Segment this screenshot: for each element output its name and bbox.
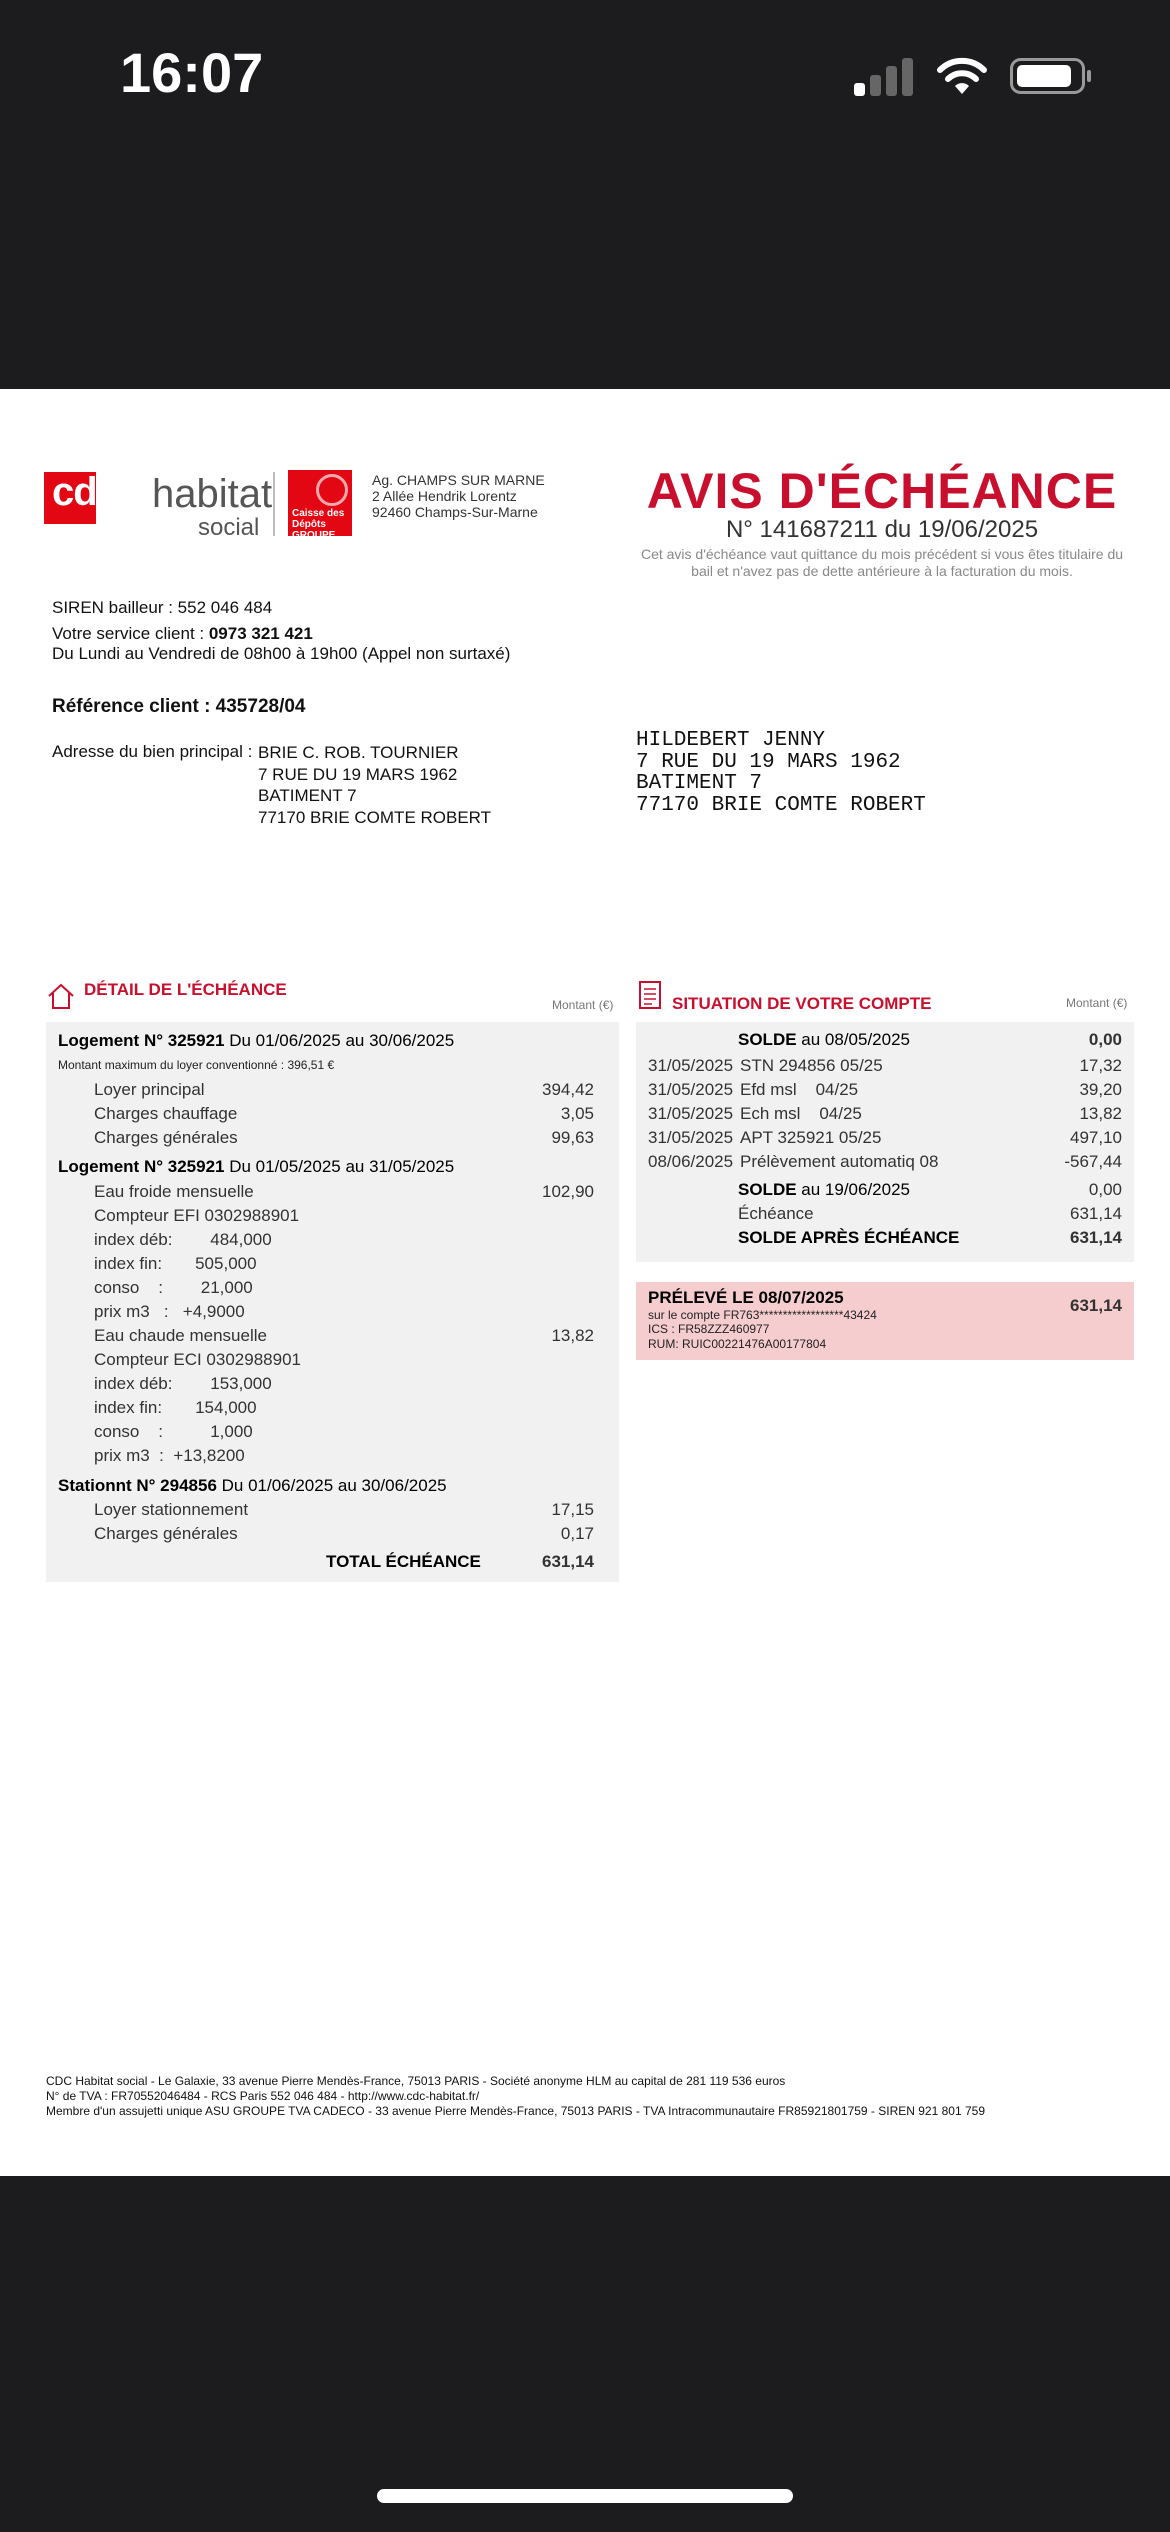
- situation-line-label: Efd msl 04/25: [740, 1080, 859, 1099]
- agency-street: 2 Allée Hendrik Lorentz: [372, 488, 517, 504]
- document-number: N° 141687211 du 19/06/2025: [725, 516, 1039, 543]
- situation-line-label: Ech msl 04/25: [740, 1104, 862, 1123]
- situation-line-date: 31/05/2025: [648, 1104, 734, 1123]
- service-hours: Du Lundi au Vendredi de 08h00 à 19h00 (Appel non surtaxé): [52, 644, 511, 663]
- document-title: AVIS D'ÉCHÉANCE: [646, 463, 1118, 519]
- client-reference: Référence client : 435728/04: [52, 696, 306, 717]
- total-echeance-value: 631,14: [542, 1552, 594, 1571]
- cdc-logo-text: cdc: [52, 470, 118, 514]
- situation-line-value: -567,44: [1064, 1152, 1122, 1171]
- efi-conso: conso : 21,000: [94, 1278, 253, 1297]
- agency-name: Ag. CHAMPS SUR MARNE: [372, 472, 545, 488]
- prelevement-amount: 631,14: [1070, 1296, 1122, 1315]
- loyer-principal-value: 394,42: [542, 1080, 594, 1099]
- logo-social-text: social: [198, 514, 260, 541]
- prelevement-rum: RUM: RUIC00221476A00177804: [648, 1337, 827, 1351]
- compteur-eci: Compteur ECI 0302988901: [94, 1350, 301, 1369]
- situation-line-label: Prélèvement automatiq 08: [740, 1152, 939, 1171]
- eci-index-fin: index fin: 154,000: [94, 1398, 257, 1417]
- solde-final-value: 0,00: [1088, 1180, 1122, 1199]
- solde-initial-value: 0,00: [1088, 1030, 1122, 1049]
- prelevement-ics: ICS : FR58ZZZ460977: [648, 1322, 770, 1336]
- eau-froide-value: 102,90: [542, 1182, 594, 1201]
- solde-initial: SOLDE au 08/05/2025: [738, 1030, 911, 1049]
- solde-apres-label: SOLDE APRÈS ÉCHÉANCE: [738, 1228, 960, 1247]
- charges-generales2-value: 0,17: [560, 1524, 594, 1543]
- echeance-value: 631,14: [1070, 1204, 1122, 1223]
- wifi-icon: [936, 56, 988, 96]
- situation-line-label: STN 294856 05/25: [740, 1056, 883, 1075]
- home-indicator[interactable]: [377, 2489, 793, 2503]
- document-note: Cet avis d'échéance vaut quittance du mois précédent si vous êtes titulaire du bail et n'avez pas de dette antérieure à la facturation du mois.: [640, 546, 1124, 579]
- eau-chaude-label: Eau chaude mensuelle: [94, 1326, 267, 1345]
- siren-bailleur: SIREN bailleur : 552 046 484: [52, 598, 273, 617]
- detail-title: DÉTAIL DE L'ÉCHÉANCE: [84, 980, 287, 999]
- recipient-address: HILDEBERT JENNY 7 RUE DU 19 MARS 1962 BATIMENT 7 77170 BRIE COMTE ROBERT: [636, 729, 926, 817]
- prelevement-title: PRÉLEVÉ LE 08/07/2025: [648, 1288, 844, 1307]
- charges-generales-label: Charges générales: [94, 1128, 238, 1147]
- total-echeance-label: TOTAL ÉCHÉANCE: [326, 1552, 481, 1571]
- eci-conso: conso : 1,000: [94, 1422, 253, 1441]
- signal-icon: [854, 56, 916, 96]
- service-phone[interactable]: 0973 321 421: [208, 624, 313, 643]
- battery-icon: [1010, 58, 1092, 94]
- loyer-max-note: Montant maximum du loyer conventionné : 396,51 €: [58, 1058, 335, 1072]
- eci-index-deb: index déb: 153,000: [94, 1374, 272, 1393]
- situation-line-value: 39,20: [1079, 1080, 1122, 1099]
- charges-generales2-label: Charges générales: [94, 1524, 238, 1543]
- eau-chaude-value: 13,82: [551, 1326, 594, 1345]
- service-client: Votre service client : 0973 321 421 Du Lundi au Vendredi de 08h00 à 19h00 (Appel non surtaxé): [52, 624, 511, 663]
- loyer-principal-label: Loyer principal: [94, 1080, 205, 1099]
- situation-line-value: 497,10: [1070, 1128, 1122, 1147]
- stationnement-header: Stationnt N° 294856 Du 01/06/2025 au 30/06/2025: [58, 1476, 447, 1495]
- solde-final: SOLDE au 19/06/2025: [738, 1180, 911, 1199]
- situation-title: SITUATION DE VOTRE COMPTE: [672, 994, 932, 1013]
- detail-montant-header: Montant (€): [552, 998, 614, 1012]
- situation-line-date: 31/05/2025: [648, 1056, 734, 1075]
- efi-index-fin: index fin: 505,000: [94, 1254, 257, 1273]
- address-label: Adresse du bien principal :: [52, 742, 253, 761]
- eci-prix: prix m3 : +13,8200: [94, 1446, 245, 1465]
- charges-generales-value: 99,63: [551, 1128, 594, 1147]
- logo-habitat-text: habitat: [152, 472, 273, 516]
- situation-montant-header: Montant (€): [1066, 996, 1128, 1010]
- home-icon: [46, 982, 76, 1010]
- logement2-header: Logement N° 325921 Du 01/05/2025 au 31/05/2025: [58, 1157, 455, 1176]
- document-footer: CDC Habitat social - Le Galaxie, 33 avenue Pierre Mendès-France, 75013 PARIS - Société anonyme HLM au capital de 281 119 536 euros N° de TVA : FR70552046484 - RCS Paris 552 046 484 - http://www.cdc-habitat.fr/ Membre d'un assujetti unique ASU GROUPE TVA CADECO - 33 avenue Pierre Mendès-France, 75013 PARIS - TVA Intracommunautaire FR85921801759 - SIREN 921 801 759: [46, 2074, 985, 2118]
- charges-chauffage-label: Charges chauffage: [94, 1104, 238, 1123]
- situation-line-value: 17,32: [1079, 1056, 1122, 1075]
- efi-prix: prix m3 : +4,9000: [94, 1302, 245, 1321]
- charges-chauffage-value: 3,05: [560, 1104, 594, 1123]
- loyer-stationnement-label: Loyer stationnement: [94, 1500, 249, 1519]
- echeance-label: Échéance: [738, 1204, 814, 1223]
- document-icon: [638, 980, 662, 1010]
- logement1-header: Logement N° 325921 Du 01/06/2025 au 30/06/2025: [58, 1031, 455, 1050]
- eau-froide-label: Eau froide mensuelle: [94, 1182, 254, 1201]
- loyer-stationnement-value: 17,15: [551, 1500, 594, 1519]
- status-bar: [0, 0, 1170, 389]
- caisse-depots-logo: Caisse des Dépôts GROUPE: [288, 470, 352, 536]
- agency-address: [372, 472, 545, 520]
- situation-line-date: 08/06/2025: [648, 1152, 734, 1171]
- situation-line-date: 31/05/2025: [648, 1080, 734, 1099]
- situation-line-value: 13,82: [1079, 1104, 1122, 1123]
- status-time: 16:07: [120, 41, 264, 104]
- caisse-depots-emblem-icon: [316, 474, 348, 506]
- property-address: BRIE C. ROB. TOURNIER 7 RUE DU 19 MARS 1962 BATIMENT 7 77170 BRIE COMTE ROBERT: [258, 743, 492, 827]
- solde-apres-value: 631,14: [1070, 1228, 1122, 1247]
- situation-line-date: 31/05/2025: [648, 1128, 734, 1147]
- compteur-efi: Compteur EFI 0302988901: [94, 1206, 300, 1225]
- efi-index-deb: index déb: 484,000: [94, 1230, 272, 1249]
- logo-separator: [273, 472, 275, 536]
- prelevement-account: sur le compte FR763******************43424: [648, 1308, 877, 1322]
- situation-line-label: APT 325921 05/25: [740, 1128, 882, 1147]
- agency-city: 92460 Champs-Sur-Marne: [372, 504, 538, 520]
